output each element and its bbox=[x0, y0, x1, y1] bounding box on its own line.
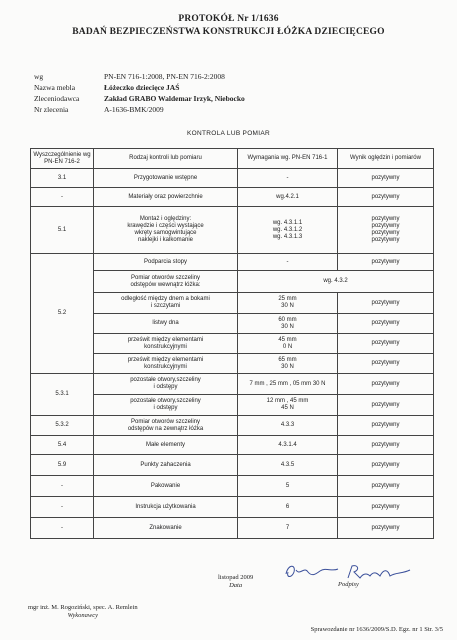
requirement-line: wg. 4.3.1.1 bbox=[272, 219, 303, 226]
requirement-cell: - bbox=[238, 254, 338, 271]
meta-value: A-1636-BMK/2009 bbox=[104, 105, 164, 114]
result-cell: pozytywny bbox=[338, 476, 434, 497]
result-cell: pozytywny bbox=[338, 293, 434, 314]
result-cell: pozytywny bbox=[338, 169, 434, 188]
result-line: pozytywny bbox=[371, 223, 400, 229]
section-cell: - bbox=[31, 518, 94, 539]
requirement-line: 65 mm bbox=[278, 356, 297, 363]
performers-block bbox=[28, 604, 138, 619]
requirement-line: 30 N bbox=[281, 323, 294, 330]
table-row bbox=[31, 416, 434, 436]
check-cell: Podparcia stopy bbox=[94, 254, 238, 271]
requirement-line: 30 N bbox=[281, 363, 294, 370]
check-cell: Instrukcja użytkowania bbox=[94, 497, 238, 518]
requirement-cell: wg.4.2.1 bbox=[238, 188, 338, 207]
table-row bbox=[31, 455, 434, 476]
requirement-line: 0 N bbox=[282, 343, 293, 350]
section-cell: 5.4 bbox=[31, 436, 94, 455]
requirement-cell bbox=[238, 314, 338, 334]
check-cell bbox=[94, 271, 238, 293]
requirement-line: 30 N bbox=[281, 303, 294, 309]
check-line: Montaż i oględziny: bbox=[139, 216, 192, 222]
check-cell: Materiały oraz powierzchnie bbox=[94, 188, 238, 207]
requirement-line: 45 mm bbox=[278, 336, 297, 343]
date-label: Data bbox=[229, 582, 243, 589]
requirement-line: wg. 4.3.1.3 bbox=[272, 233, 303, 240]
table-header-row bbox=[31, 149, 434, 169]
requirement-line: wg. 4.3.1.2 bbox=[272, 226, 303, 233]
requirement-cell: 7 mm , 25 mm , 05 mm 30 N bbox=[238, 374, 338, 395]
check-line: konstrukcyjnymi bbox=[144, 343, 187, 350]
table-row bbox=[31, 497, 434, 518]
table-row bbox=[31, 436, 434, 455]
table-row bbox=[31, 518, 434, 539]
result-cell: pozytywny bbox=[338, 334, 434, 354]
date-value: listopad 2009 bbox=[218, 574, 254, 581]
check-cell bbox=[94, 354, 238, 374]
requirement-line: 60 mm bbox=[278, 316, 297, 323]
check-line: prześwit między elementami bbox=[127, 356, 204, 363]
handwritten-signature bbox=[282, 560, 342, 582]
result-cell: pozytywny bbox=[338, 374, 434, 395]
column-header: Rodzaj kontroli lub pomiaru bbox=[94, 149, 238, 169]
result-cell: pozytywny bbox=[338, 254, 434, 271]
check-line: i odstępy bbox=[153, 384, 178, 390]
column-header: Wyszczególnienie wg PN-EN 716-2 bbox=[31, 149, 94, 169]
requirement-cell bbox=[238, 395, 338, 416]
requirement-cell bbox=[238, 334, 338, 354]
result-line: pozytywny bbox=[371, 216, 400, 222]
requirement-cell: 6 bbox=[238, 497, 338, 518]
result-line: pozytywny bbox=[371, 237, 400, 243]
column-header: Wynik oględzin i pomiarów bbox=[338, 149, 434, 169]
requirement-line: 12 mm , 45 mm bbox=[266, 398, 309, 404]
requirement-cell: wg. 4.3.2 bbox=[238, 271, 434, 293]
result-cell: pozytywny bbox=[338, 354, 434, 374]
check-line: Pomiar otworów szczeliny bbox=[130, 274, 201, 281]
section-cell: 5.9 bbox=[31, 455, 94, 476]
meta-block bbox=[34, 71, 434, 121]
table-row bbox=[31, 254, 434, 271]
requirement-cell: - bbox=[238, 169, 338, 188]
section-title: KONTROLA LUB POMIAR bbox=[187, 130, 270, 137]
check-line: Pomiar otworów szczeliny bbox=[130, 418, 201, 425]
table-row bbox=[31, 188, 434, 207]
section-cell: - bbox=[31, 476, 94, 497]
check-line: pozostałe otwory,szczeliny bbox=[130, 377, 201, 383]
section-cell: - bbox=[31, 188, 94, 207]
meta-label: Nr zlecenia bbox=[34, 105, 69, 114]
requirement-cell: 5 bbox=[238, 476, 338, 497]
result-cell: pozytywny bbox=[338, 314, 434, 334]
section-cell: - bbox=[31, 497, 94, 518]
result-cell: pozytywny bbox=[338, 188, 434, 207]
document-title: PROTOKÓŁ Nr 1/1636 bbox=[178, 14, 279, 24]
check-line: pozostałe otwory,szczeliny bbox=[130, 398, 201, 404]
check-line: krawędzie i części wystające bbox=[127, 223, 204, 229]
check-line: odstępów na zewnątrz łóżka bbox=[127, 425, 204, 432]
check-line: wkręty samogwintujące bbox=[134, 230, 197, 236]
section-cell: 5.3.2 bbox=[31, 416, 94, 436]
requirement-line: 25 mm bbox=[278, 296, 297, 302]
meta-label: wg bbox=[34, 72, 44, 81]
table-row bbox=[31, 476, 434, 497]
column-header: Wymagania wg. PN-EN 716-1 bbox=[238, 149, 338, 169]
check-line: i odstępy bbox=[153, 405, 178, 411]
check-cell: Małe elementy bbox=[94, 436, 238, 455]
meta-label: Zleceniodawca bbox=[34, 94, 80, 103]
section-cell: 5.2 bbox=[31, 254, 94, 374]
date-block bbox=[218, 574, 253, 589]
check-cell: Znakowanie bbox=[94, 518, 238, 539]
result-cell bbox=[338, 207, 434, 254]
result-cell: pozytywny bbox=[338, 416, 434, 436]
requirement-cell: 4.3.3 bbox=[238, 416, 338, 436]
requirement-cell: 4.3.5 bbox=[238, 455, 338, 476]
signatures-label: Podpisy bbox=[338, 581, 359, 588]
check-cell: listwy dna bbox=[94, 314, 238, 334]
section-cell: 5.1 bbox=[31, 207, 94, 254]
performers-names: mgr inż. M. Rogoziński, spec. A. Remlein bbox=[28, 604, 138, 611]
section-cell: 5.3.1 bbox=[31, 374, 94, 416]
result-line: pozytywny bbox=[371, 230, 400, 236]
check-cell bbox=[94, 395, 238, 416]
meta-value: Łóżeczko dziecięce JAŚ bbox=[104, 83, 180, 92]
requirement-cell bbox=[238, 293, 338, 314]
table-row bbox=[31, 374, 434, 395]
check-cell: Przygotowanie wstępne bbox=[94, 169, 238, 188]
result-cell: pozytywny bbox=[338, 518, 434, 539]
page-footer: Sprawozdanie nr 1636/2009/S.D. Egz. nr 1 Str. 3/5 bbox=[310, 626, 443, 633]
check-line: naklejki i kalkomanie bbox=[137, 237, 194, 243]
meta-label: Nazwa mebla bbox=[34, 83, 76, 92]
check-cell bbox=[94, 293, 238, 314]
check-cell bbox=[94, 334, 238, 354]
check-line: odległość między dnem a bokami bbox=[121, 296, 210, 302]
check-line: i szczytami bbox=[150, 303, 181, 309]
result-cell: pozytywny bbox=[338, 395, 434, 416]
check-cell: Punkty zahaczenia bbox=[94, 455, 238, 476]
requirement-cell: 4.3.1.4 bbox=[238, 436, 338, 455]
handwritten-signature bbox=[344, 562, 414, 582]
document-subtitle: BADAŃ BEZPIECZEŃSTWA KONSTRUKCJI ŁÓŻKA DZIECIĘCEGO bbox=[72, 27, 385, 37]
check-cell bbox=[94, 374, 238, 395]
performers-label: Wykonawcy bbox=[67, 612, 99, 619]
result-cell: pozytywny bbox=[338, 497, 434, 518]
requirement-cell bbox=[238, 207, 338, 254]
requirement-cell bbox=[238, 354, 338, 374]
requirement-line: 45 N bbox=[281, 405, 294, 411]
check-cell bbox=[94, 416, 238, 436]
section-cell: 3.1 bbox=[31, 169, 94, 188]
check-line: odstępów wewnątrz łóżka: bbox=[130, 281, 201, 288]
inspection-table bbox=[30, 148, 434, 539]
check-line: konstrukcyjnymi bbox=[144, 363, 187, 370]
table-row bbox=[31, 207, 434, 254]
result-cell: pozytywny bbox=[338, 455, 434, 476]
meta-value: PN-EN 716-1:2008, PN-EN 716-2:2008 bbox=[104, 72, 225, 81]
check-cell: Pakowanie bbox=[94, 476, 238, 497]
requirement-cell: 7 bbox=[238, 518, 338, 539]
meta-value: Zakład GRABO Waldemar Irzyk, Niebocko bbox=[104, 94, 245, 103]
result-cell: pozytywny bbox=[338, 436, 434, 455]
check-line: prześwit między elementami bbox=[127, 336, 204, 343]
check-cell bbox=[94, 207, 238, 254]
table-row bbox=[31, 169, 434, 188]
